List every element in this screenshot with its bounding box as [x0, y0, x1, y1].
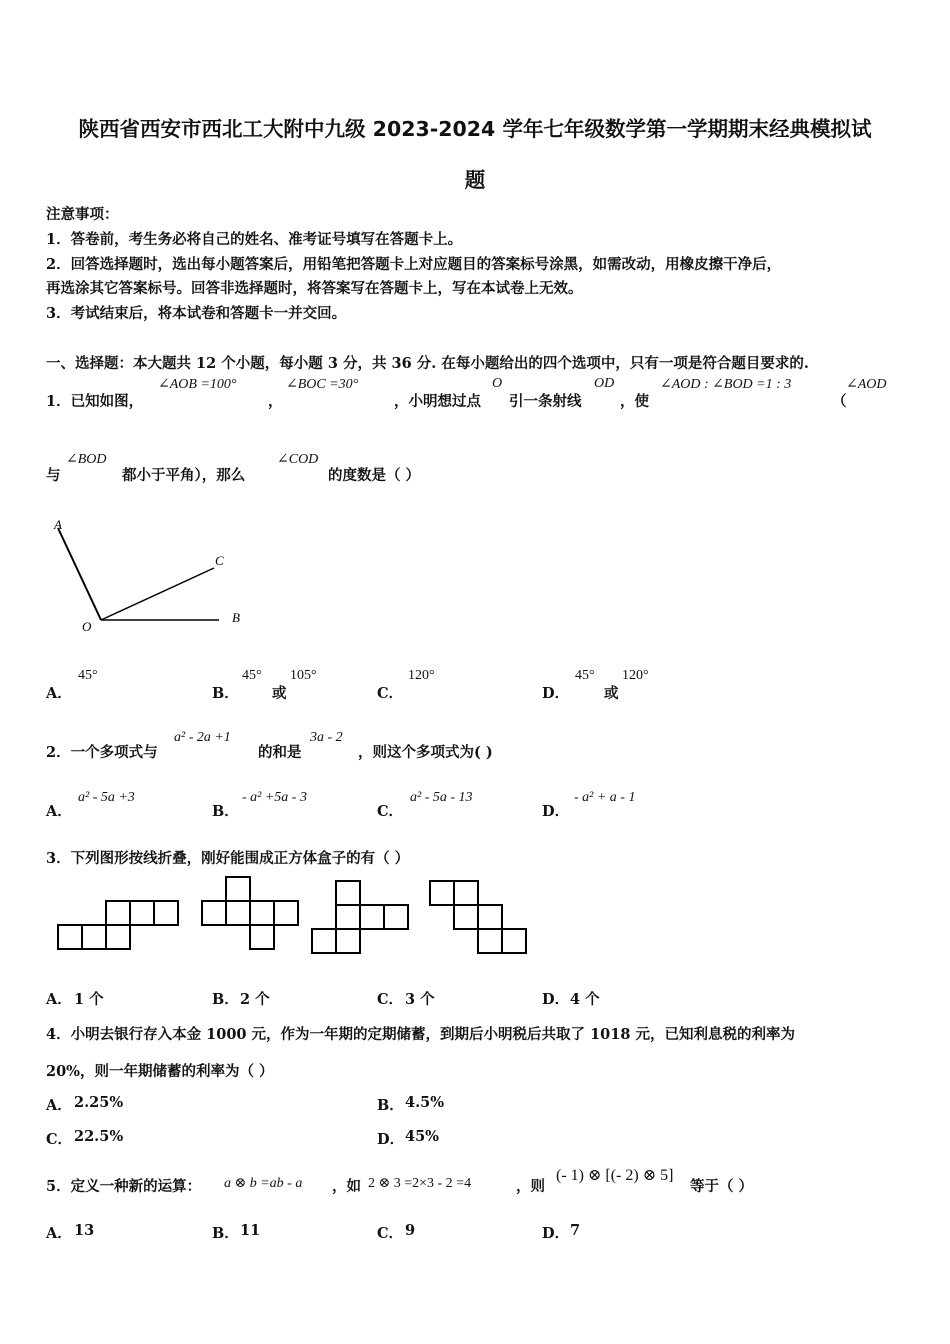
q5-text: 等于（ ）: [690, 1178, 754, 1195]
option-or: 或: [272, 685, 287, 702]
option-label: A．: [46, 991, 72, 1008]
net-1-square: [154, 901, 178, 925]
net-4-square: [502, 929, 526, 953]
option-value: 45°: [78, 668, 98, 683]
q1-text: 都小于平角），那么: [122, 467, 246, 484]
q1-math: ∠BOD: [66, 452, 107, 467]
q1-text: 引一条射线: [509, 393, 582, 410]
net-4-square: [430, 881, 454, 905]
option-label: A．: [46, 1097, 72, 1114]
notice-item: 再选涂其它答案标号。回答非选择题时，将答案写在答题卡上，写在本试卷上无效。: [46, 280, 583, 297]
option-label: D．: [377, 1131, 405, 1148]
net-3-square: [336, 929, 360, 953]
q3-stem: 3．下列图形按线折叠，刚好能围成正方体盒子的有（ ）: [46, 850, 410, 867]
q2-text: ，则这个多项式为( ): [358, 744, 493, 761]
option-value: 13: [74, 1222, 95, 1239]
q1-math: OD: [594, 376, 615, 391]
q1-math: O: [492, 376, 503, 391]
net-3-square: [384, 905, 408, 929]
option-label: D．: [542, 991, 570, 1008]
option-label: B．: [212, 1225, 239, 1242]
option-value: 7: [570, 1222, 581, 1239]
page-title-cont: 题: [464, 168, 486, 192]
option-label: B．: [212, 685, 239, 702]
option-value: - a² + a - 1: [574, 790, 636, 805]
q5-math: a ⊗ b =ab - a: [224, 1176, 303, 1191]
net-3-square: [360, 905, 384, 929]
net-1-square: [106, 901, 130, 925]
option-value: 2.25%: [74, 1094, 124, 1111]
net-4-square: [478, 929, 502, 953]
net-2-square: [250, 925, 274, 949]
notice-item: 2．回答选择题时，选出每小题答案后，用铅笔把答题卡上对应题目的答案标号涂黑，如需改动，用橡皮擦干净后，: [46, 256, 782, 273]
net-4-square: [478, 905, 502, 929]
notice-item: 3．考试结束后，将本试卷和答题卡一并交回。: [46, 305, 347, 322]
option-value: 2 个: [240, 991, 270, 1008]
point-label-c: C: [215, 553, 224, 568]
q1-text: 1．已知如图，: [46, 393, 144, 410]
net-3-square: [336, 881, 360, 905]
q4-text: 20%，则一年期储蓄的利率为（ ）: [46, 1063, 274, 1080]
net-1-square: [58, 925, 82, 949]
q1-text: （: [832, 393, 847, 410]
option-label: D．: [542, 1225, 570, 1242]
q1-text: ，小明想过点: [394, 393, 481, 410]
option-label: B．: [377, 1097, 404, 1114]
option-label: C．: [377, 685, 404, 702]
q2-text: 2．一个多项式与: [46, 744, 158, 761]
option-value: 4 个: [570, 991, 600, 1008]
point-label-o: O: [82, 619, 92, 634]
net-2-square: [226, 877, 250, 901]
option-label: A．: [46, 685, 72, 702]
q1-text: ，使: [620, 393, 649, 410]
q5-math: (- 1) ⊗ [(- 2) ⊗ 5]: [556, 1167, 674, 1184]
q4-text: 4．小明去银行存入本金 1000 元，作为一年期的定期储蓄，到期后小明税后共取了 1018 元，已知利息税的利率为: [46, 1026, 795, 1043]
option-label: D．: [542, 803, 570, 820]
page-title: 陕西省西安市西北工大附中九级 2023-2024 学年七年级数学第一学期期末经典模拟试: [78, 117, 872, 141]
option-label: A．: [46, 1225, 72, 1242]
net-1-square: [82, 925, 106, 949]
q1-text: ，: [268, 393, 283, 410]
point-label-a: A: [54, 517, 62, 532]
net-1-square: [106, 925, 130, 949]
section-heading: 一、选择题：本大题共 12 个小题，每小题 3 分，共 36 分. 在每小题给出的四个选项中，只有一项是符合题目要求的.: [46, 355, 809, 372]
option-value: 4.5%: [405, 1094, 445, 1111]
q1-math: ∠BOC =30°: [286, 377, 359, 392]
net-2-square: [274, 901, 298, 925]
point-label-b: B: [232, 610, 240, 625]
option-value: 45°: [575, 668, 595, 683]
q1-math: ∠COD: [277, 452, 319, 467]
q5-text: ，则: [516, 1178, 545, 1195]
q5-text: 5．定义一种新的运算：: [46, 1178, 202, 1195]
net-4-square: [454, 881, 478, 905]
option-value: 45%: [405, 1128, 439, 1145]
option-value: 120°: [408, 668, 435, 683]
option-label: B．: [212, 803, 239, 820]
option-value: 9: [405, 1222, 416, 1239]
net-3-square: [336, 905, 360, 929]
option-or: 或: [604, 685, 619, 702]
notice-heading: 注意事项：: [46, 206, 119, 223]
option-label: C．: [377, 991, 404, 1008]
option-label: D．: [542, 685, 570, 702]
net-2-square: [226, 901, 250, 925]
option-value: 3 个: [405, 991, 435, 1008]
net-2-square: [202, 901, 226, 925]
q1-text: 的度数是（ ）: [328, 467, 421, 484]
q1-math: ∠AOB =100°: [158, 377, 237, 392]
cube-net-figures: [56, 875, 546, 959]
option-value: 45°: [242, 668, 262, 683]
angle-figure: [44, 510, 264, 640]
option-value: 105°: [290, 668, 317, 683]
q2-math: 3a - 2: [310, 730, 343, 745]
net-2-square: [250, 901, 274, 925]
option-value: 11: [240, 1222, 261, 1239]
q1-text: 与: [46, 467, 61, 484]
option-label: B．: [212, 991, 239, 1008]
option-value: a² - 5a +3: [78, 790, 135, 805]
q5-text: ，如: [332, 1178, 361, 1195]
option-label: A．: [46, 803, 72, 820]
q1-math: ∠AOD: [846, 377, 887, 392]
net-4-square: [454, 905, 478, 929]
q1-math: ∠AOD : ∠BOD =1 : 3: [660, 377, 792, 392]
option-value: 22.5%: [74, 1128, 124, 1145]
notice-item: 1．答卷前，考生务必将自己的姓名、准考证号填写在答题卡上。: [46, 231, 463, 248]
option-value: 120°: [622, 668, 649, 683]
option-label: C．: [46, 1131, 73, 1148]
option-value: - a² +5a - 3: [242, 790, 307, 805]
option-label: C．: [377, 803, 404, 820]
option-value: a² - 5a - 13: [410, 790, 473, 805]
q5-math: 2 ⊗ 3 =2×3 - 2 =4: [368, 1176, 472, 1191]
option-label: C．: [377, 1225, 404, 1242]
q2-text: 的和是: [258, 744, 302, 761]
option-value: 1 个: [74, 991, 104, 1008]
q2-math: a² - 2a +1: [174, 730, 231, 745]
net-3-square: [312, 929, 336, 953]
net-1-square: [130, 901, 154, 925]
